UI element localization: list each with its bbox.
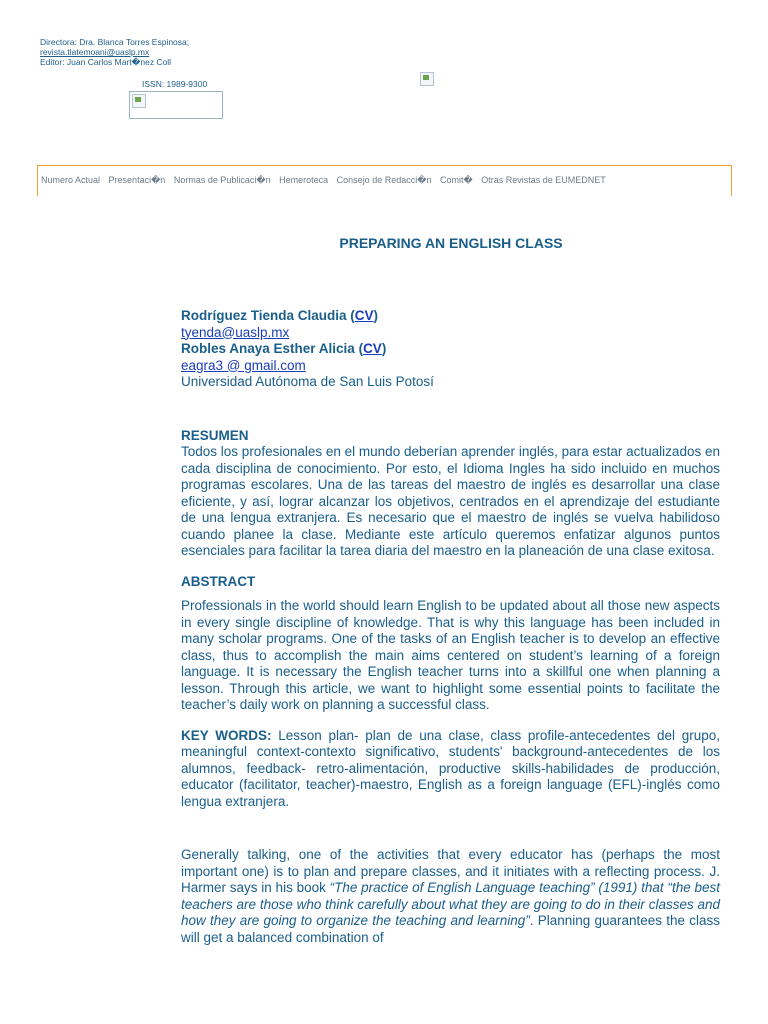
journal-logo-image bbox=[129, 91, 223, 119]
author-name: Robles Anaya Esther Alicia bbox=[181, 341, 355, 356]
nav-item-comite[interactable]: Comit� bbox=[439, 175, 473, 185]
keywords-label: KEY WORDS: bbox=[181, 727, 272, 743]
keywords-text: Lesson plan- plan de una clase, class profile-antecedentes del grupo, meaningful context-contexto significativo, students' background-antecedentes de los alumnos, feedback- retro-alimentación, productive skills-habilidades de producción, educator (facilitator, teacher)-maestro, English as a foreign language (EFL)-inglés como lengua extranjera. bbox=[181, 727, 720, 809]
abstract-paragraph: Professionals in the world should learn English to be updated about all those new aspects in every single discipline of knowledge. That is why this language has been included in many scholar programs. One of the tasks of an English teacher is to develop an effective class, thus to accomplish the main aims centered on student’s learning of a foreign language. It is necessary the English teacher turns into a skillful one when planning a lesson. Through this article, we want to highlight some essential points to facilitate the teacher’s daily work on planning a successful class. bbox=[181, 598, 720, 712]
paren-open: ( bbox=[346, 308, 355, 323]
nav-item-otras-revistas[interactable]: Otras Revistas de EUMEDNET bbox=[481, 175, 606, 185]
paren-open: ( bbox=[354, 341, 364, 356]
nav-item-hemeroteca[interactable]: Hemeroteca bbox=[279, 175, 329, 185]
author-block bbox=[181, 308, 720, 391]
paren-close: ) bbox=[381, 341, 387, 356]
abstract-heading: ABSTRACT bbox=[181, 573, 256, 589]
resumen-heading: RESUMEN bbox=[181, 427, 249, 443]
cv-link[interactable]: CV bbox=[363, 341, 382, 356]
author-name: Rodríguez Tienda Claudia bbox=[181, 308, 347, 323]
author-email-link[interactable]: tyenda@uaslp.mx bbox=[181, 324, 290, 340]
nav-item-normas[interactable]: Normas de Publicaci�n bbox=[173, 175, 271, 185]
nav-item-presentacion[interactable]: Presentaci�n bbox=[108, 175, 166, 185]
article-content bbox=[181, 308, 720, 946]
broken-image-icon bbox=[132, 94, 146, 108]
broken-image-icon bbox=[420, 72, 434, 86]
masthead bbox=[40, 37, 189, 67]
paren-close: ) bbox=[373, 308, 379, 323]
nav-item-consejo[interactable]: Consejo de Redacci�n bbox=[336, 175, 432, 185]
nav-item-numero-actual[interactable]: Numero Actual bbox=[41, 175, 101, 185]
cv-link[interactable]: CV bbox=[354, 308, 374, 323]
editor-line: Editor: Juan Carlos Mart�nez Coll bbox=[40, 57, 172, 67]
article-title: PREPARING AN ENGLISH CLASS bbox=[339, 235, 563, 251]
affiliation: Universidad Autónoma de San Luis Potosí bbox=[181, 374, 434, 389]
journal-email-link[interactable]: revista.tlatemoani@uaslp.mx bbox=[40, 47, 150, 57]
issn-label: ISSN: 1989-9300 bbox=[142, 79, 208, 89]
body-text: Generally talking, one of the activities that every educator has (perhaps the most important one) is to plan and prepare classes, and it initiates with a reflecting process. J. Harmer says in his book bbox=[181, 847, 720, 895]
navigation-bar bbox=[37, 165, 732, 196]
director-line: Directora: Dra. Blanca Torres Espinosa; bbox=[40, 37, 190, 47]
author-email-link[interactable]: eagra3 @ gmail.com bbox=[181, 357, 306, 373]
body-text-continued: . Planning guarantees the class will get a balanced combination of bbox=[181, 913, 720, 945]
body-paragraph bbox=[181, 847, 720, 946]
body-quote: “The practice of English Language teaching” (1991) that “the best teachers are those who think carefully about what they are going to do in their classes and how they are going to organize the teaching and learning” bbox=[181, 880, 720, 928]
resumen-paragraph: Todos los profesionales en el mundo deberían aprender inglés, para estar actualizados en cada disciplina de conocimiento. Por esto, el Idioma Ingles ha sido incluido en muchos programas escolares. Una de las tareas del maestro de inglés es desarrollar una clase eficiente, y así, lograr alcanzar los objetivos, centrados en el aprendizaje del estudiante de una lengua extranjera. Es necesario que el maestro de inglés se vuelva habilidoso cuando planee la clase. Mediante este artículo queremos enfatizar algunos puntos esenciales para facilitar la tarea diaria del maestro en la planeación de una clase exitosa. bbox=[181, 444, 720, 558]
keywords-paragraph bbox=[181, 728, 720, 811]
